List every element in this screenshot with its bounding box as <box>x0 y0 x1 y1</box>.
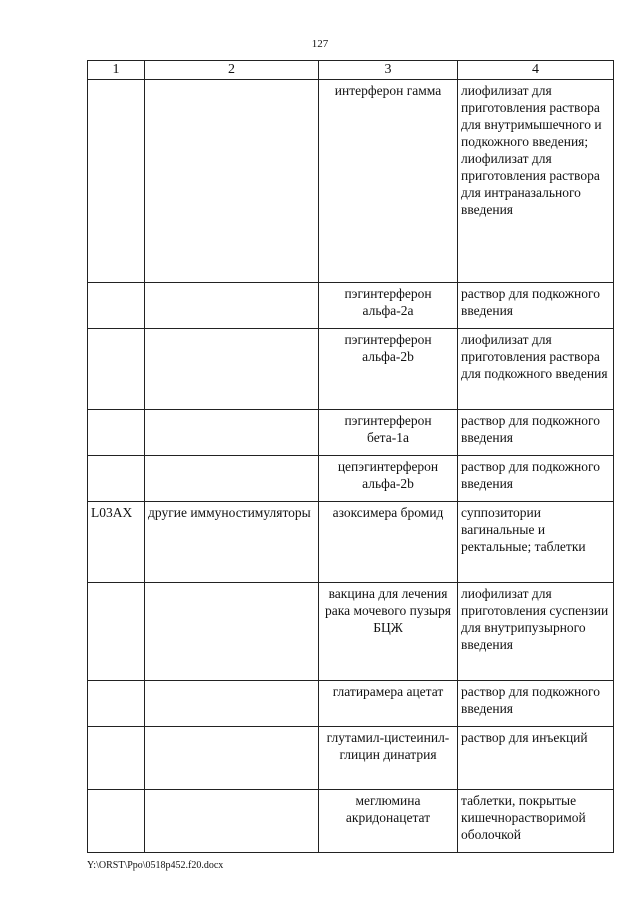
table-row <box>88 583 614 681</box>
page-number: 127 <box>311 38 329 50</box>
table-row <box>88 410 614 456</box>
dosage-form-cell: раствор для подкожного введения <box>458 410 614 456</box>
atc-code-cell: L03AX <box>88 502 145 583</box>
group-cell <box>145 456 319 502</box>
table-row <box>88 329 614 410</box>
table-row <box>88 681 614 727</box>
group-cell <box>145 727 319 790</box>
atc-code-cell <box>88 727 145 790</box>
header-col-1: 1 <box>88 61 145 80</box>
group-cell <box>145 681 319 727</box>
dosage-form-cell: раствор для подкожного введения <box>458 283 614 329</box>
table-row <box>88 727 614 790</box>
group-cell: другие иммуностимуляторы <box>145 502 319 583</box>
dosage-form-cell: лиофилизат для приготовления раствора для подкожного введения <box>458 329 614 410</box>
dosage-form-cell: таблетки, покрытые кишечнорастворимой оболочкой <box>458 790 614 853</box>
drug-name-cell: азоксимера бромид <box>319 502 458 583</box>
atc-code-cell <box>88 681 145 727</box>
drug-name-cell: вакцина для лечения рака мочевого пузыря БЦЖ <box>319 583 458 681</box>
group-cell <box>145 410 319 456</box>
dosage-form-cell: раствор для инъекций <box>458 727 614 790</box>
drug-name-cell: цепэгинтерферон альфа-2b <box>319 456 458 502</box>
dosage-form-cell: раствор для подкожного введения <box>458 681 614 727</box>
header-col-4: 4 <box>458 61 614 80</box>
drug-name-cell: пэгинтерферон бета-1а <box>319 410 458 456</box>
footer-file-path: Y:\ORST\Ppo\0518p452.f20.docx <box>87 860 224 871</box>
atc-code-cell <box>88 283 145 329</box>
dosage-form-cell: раствор для подкожного введения <box>458 456 614 502</box>
drug-name-cell: глутамил-цистеинил-глицин динатрия <box>319 727 458 790</box>
table-row <box>88 790 614 853</box>
atc-code-cell <box>88 329 145 410</box>
group-cell <box>145 80 319 283</box>
group-cell <box>145 329 319 410</box>
group-cell <box>145 583 319 681</box>
table-row <box>88 456 614 502</box>
dosage-form-cell: лиофилизат для приготовления раствора для внутримышечного и подкожного введения; лиофилизат для приготовления раствора для интраназального введения <box>458 80 614 283</box>
atc-code-cell <box>88 80 145 283</box>
atc-code-cell <box>88 583 145 681</box>
dosage-form-cell: суппозитории вагинальные и ректальные; таблетки <box>458 502 614 583</box>
atc-code-cell <box>88 456 145 502</box>
header-col-3: 3 <box>319 61 458 80</box>
dosage-form-cell: лиофилизат для приготовления суспензии для внутрипузырного введения <box>458 583 614 681</box>
drug-name-cell: пэгинтерферон альфа-2а <box>319 283 458 329</box>
table-row <box>88 80 614 283</box>
drug-table <box>87 60 614 853</box>
atc-code-cell <box>88 410 145 456</box>
table-row <box>88 283 614 329</box>
drug-name-cell: меглюмина акридонацетат <box>319 790 458 853</box>
group-cell <box>145 790 319 853</box>
drug-name-cell: глатирамера ацетат <box>319 681 458 727</box>
table-row <box>88 502 614 583</box>
drug-name-cell: интерферон гамма <box>319 80 458 283</box>
atc-code-cell <box>88 790 145 853</box>
drug-name-cell: пэгинтерферон альфа-2b <box>319 329 458 410</box>
group-cell <box>145 283 319 329</box>
table-header-row <box>88 61 614 80</box>
header-col-2: 2 <box>145 61 319 80</box>
